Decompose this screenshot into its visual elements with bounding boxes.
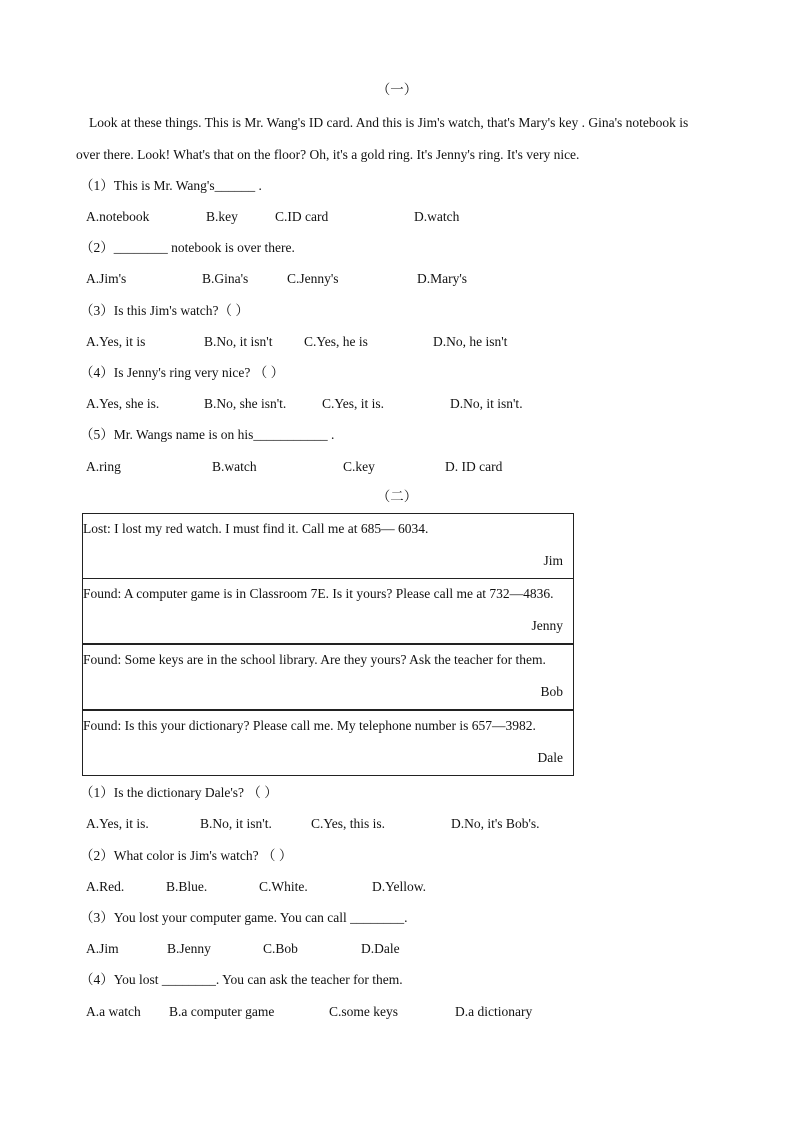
notice-row bbox=[82, 710, 574, 776]
s1-q5-option-b[interactable]: B.watch bbox=[212, 459, 257, 474]
s2-question-4: （4）You lost ________. You can ask the teacher for them. bbox=[80, 972, 403, 987]
s2-q3-option-c[interactable]: C.Bob bbox=[263, 941, 298, 956]
s1-q5-option-d[interactable]: D. ID card bbox=[445, 459, 503, 474]
s2-q1-option-a[interactable]: A.Yes, it is. bbox=[86, 816, 149, 831]
s1-q4-option-b[interactable]: B.No, she isn't. bbox=[204, 396, 287, 411]
notice-text: Lost: I lost my red watch. I must find it. Call me at 685— 6034. bbox=[83, 521, 429, 536]
notice-text: Found: Some keys are in the school library. Are they yours? Ask the teacher for them. bbox=[83, 652, 546, 667]
s1-q2-option-d[interactable]: D.Mary's bbox=[417, 271, 468, 286]
s2-question-3: （3）You lost your computer game. You can call ________. bbox=[80, 910, 408, 925]
notice-signature: Jim bbox=[543, 553, 563, 568]
s1-q3-option-a[interactable]: A.Yes, it is bbox=[86, 334, 146, 349]
notice-row bbox=[82, 644, 574, 710]
section2-title: （二） bbox=[376, 489, 418, 504]
section1-title: （一） bbox=[376, 82, 418, 97]
s1-question-4: （4）Is Jenny's ring very nice? （ ） bbox=[80, 365, 285, 380]
s2-question-1: （1）Is the dictionary Dale's? （ ） bbox=[80, 785, 278, 800]
notice-row bbox=[82, 578, 574, 644]
s2-q1-option-b[interactable]: B.No, it isn't. bbox=[200, 816, 272, 831]
s2-q4-option-a[interactable]: A.a watch bbox=[86, 1004, 141, 1019]
passage-line-1: Look at these things. This is Mr. Wang's ID card. And this is Jim's watch, that's Mary's key . Gina's notebook is bbox=[89, 115, 689, 130]
s1-q1-option-d[interactable]: D.watch bbox=[414, 209, 460, 224]
s1-q4-option-d[interactable]: D.No, it isn't. bbox=[450, 396, 523, 411]
s1-question-3: （3）Is this Jim's watch?（ ） bbox=[80, 303, 249, 318]
s2-q1-option-d[interactable]: D.No, it's Bob's. bbox=[451, 816, 540, 831]
s1-q3-option-b[interactable]: B.No, it isn't bbox=[204, 334, 273, 349]
s1-q1-option-c[interactable]: C.ID card bbox=[275, 209, 329, 224]
s1-q2-option-c[interactable]: C.Jenny's bbox=[287, 271, 339, 286]
s1-q3-option-d[interactable]: D.No, he isn't bbox=[433, 334, 508, 349]
s1-q2-option-a[interactable]: A.Jim's bbox=[86, 271, 127, 286]
s1-question-5: （5）Mr. Wangs name is on his___________ . bbox=[80, 427, 335, 442]
notice-signature: Bob bbox=[540, 684, 563, 699]
s2-q3-option-a[interactable]: A.Jim bbox=[86, 941, 119, 956]
notice-signature: Jenny bbox=[531, 618, 563, 633]
s1-q1-option-a[interactable]: A.notebook bbox=[86, 209, 150, 224]
s2-q2-option-a[interactable]: A.Red. bbox=[86, 879, 125, 894]
s2-q4-option-c[interactable]: C.some keys bbox=[329, 1004, 398, 1019]
s2-q4-option-d[interactable]: D.a dictionary bbox=[455, 1004, 533, 1019]
s1-q5-option-a[interactable]: A.ring bbox=[86, 459, 121, 474]
passage-line-2: over there. Look! What's that on the floor? Oh, it's a gold ring. It's Jenny's ring. It's very nice. bbox=[76, 147, 580, 162]
s1-q4-option-a[interactable]: A.Yes, she is. bbox=[86, 396, 160, 411]
s2-q2-option-b[interactable]: B.Blue. bbox=[166, 879, 208, 894]
notice-signature: Dale bbox=[537, 750, 563, 765]
s2-q3-option-b[interactable]: B.Jenny bbox=[167, 941, 211, 956]
s1-q3-option-c[interactable]: C.Yes, he is bbox=[304, 334, 368, 349]
notice-text: Found: Is this your dictionary? Please call me. My telephone number is 657—3982. bbox=[83, 718, 536, 733]
s1-q2-option-b[interactable]: B.Gina's bbox=[202, 271, 249, 286]
s1-q4-option-c[interactable]: C.Yes, it is. bbox=[322, 396, 385, 411]
s2-q3-option-d[interactable]: D.Dale bbox=[361, 941, 400, 956]
s1-q1-option-b[interactable]: B.key bbox=[206, 209, 238, 224]
s2-question-2: （2）What color is Jim's watch? （ ） bbox=[80, 848, 293, 863]
s2-q4-option-b[interactable]: B.a computer game bbox=[169, 1004, 275, 1019]
s2-q2-option-d[interactable]: D.Yellow. bbox=[372, 879, 427, 894]
s1-question-2: （2）________ notebook is over there. bbox=[80, 240, 295, 255]
notice-row bbox=[82, 513, 574, 579]
s1-q5-option-c[interactable]: C.key bbox=[343, 459, 375, 474]
s2-q2-option-c[interactable]: C.White. bbox=[259, 879, 308, 894]
s1-question-1: （1）This is Mr. Wang's______ . bbox=[80, 178, 262, 193]
notice-text: Found: A computer game is in Classroom 7E. Is it yours? Please call me at 732—4836. bbox=[83, 586, 554, 601]
s2-q1-option-c[interactable]: C.Yes, this is. bbox=[311, 816, 386, 831]
